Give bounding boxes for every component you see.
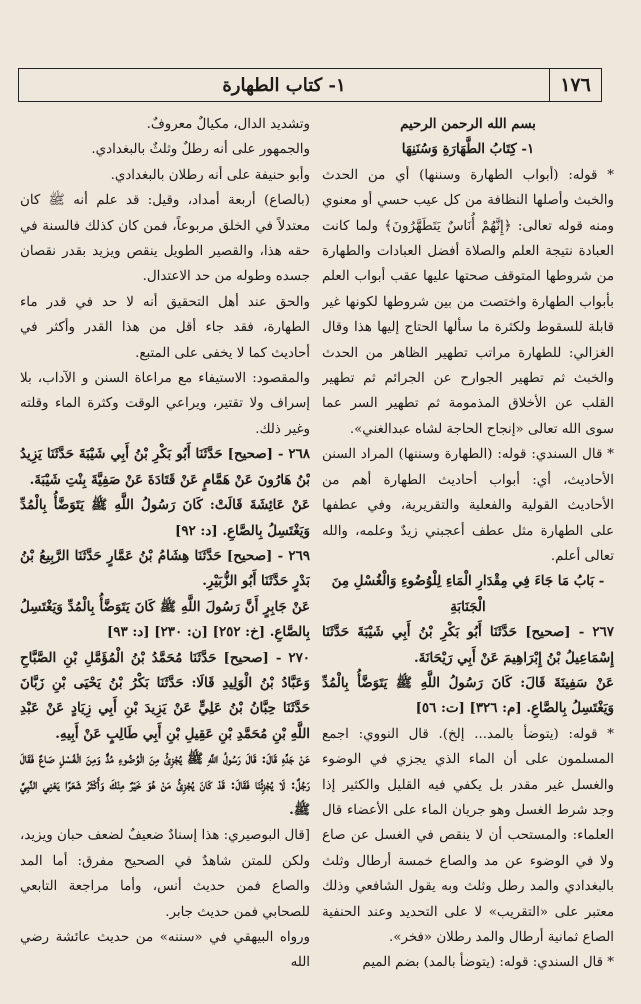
basmala: بسم الله الرحمن الرحيم [400,116,536,132]
hadith-isnad: ٢٦٨ - [صحيح] حَدَّثَنَا أَبُو بَكْرِ بْنُ أَبِي شَيْبَةَ حَدَّثَنَا يَزِيدُ بْنُ هَارُونَ عَنْ هَمَّامٍ عَنْ قَتَادَةَ عَنْ صَفِيَّةَ بِنْتِ شَيْبَةَ. [20,446,310,488]
page-header [18,68,602,102]
hadith-isnad: ٢٦٧ - [صحيح] حَدَّثَنَا أَبُو بَكْرِ بْنُ أَبِي شَيْبَةَ حَدَّثَنَا إِسْمَاعِيلُ بْنُ إِبْرَاهِيمَ عَنْ أَبِي رَيْحَانَةَ. [322,624,614,666]
chapter-heading: ١- كِتَابُ الطَّهَارَةِ وَسُنَنِهَا [401,141,535,158]
commentary-paragraph: والحق عند أهل التحقيق أنه لا حد في قدر ماء الطهارة، فقد جاء أقل من هذا القدر وأكثر في أحاديث كما لا يخفى على المتبع. [20,294,310,361]
hadith-matn: عَنْ جَابِرٍ أَنَّ رَسُولَ اللَّهِ ﷺ كَانَ يَتَوَضَّأُ بِالْمُدِّ وَيَغْتَسِلُ بِالصَّاعِ. [خ: ٢٥٢] [ن: ٢٣٠] [د: ٩٣] [20,598,310,641]
hadith-matn: عَنْ جَدِّهِ قَالَ: قَالَ رَسُولُ اللَّهِ ﷺ يُجْزِئُ مِنَ الْوُضُوءِ مُدٌّ وَمِنَ الْغُسْلِ صَاعٌ فَقَالَ رَجُلٌ: لَا يُجْزِئُنَا فَقَالَ: قَدْ كَانَ يُجْزِئُ مَنْ هُوَ خَيْرٌ مِنْكَ وَأَكْثَرُ شَعَرًا يَعْنِي النَّبِيَّ ﷺ. [20,751,310,818]
left-column [20,112,310,992]
commentary-line: وتشديد الدال، مكيالٌ معروفٌ. [146,117,310,132]
bab-heading: - بَابُ مَا جَاءَ فِي مِقْدَارِ الْمَاءِ لِلْوُضُوءِ وَالْغُسْلِ مِنَ الْجَنَابَةِ [331,573,605,615]
commentary-line: والجمهور على أنه رطلٌ وثلثٌ بالبغدادي. [91,142,310,158]
hadith-matn: عَنْ عَائِشَةَ قَالَتْ: كَانَ رَسُولُ اللَّهِ ﷺ يَتَوَضَّأُ بِالْمُدِّ وَيَغْتَسِلُ بِالصَّاعِ. [د: ٩٢] [20,497,310,539]
commentary-paragraph: [قال البوصيري: هذا إسنادٌ ضعيفٌ لضعف حبان ويزيد، ولكن للمتن شاهدٌ في الصحيح مفرق: أما المد والصاع فمن حديث أنس، وأما مراجعة التابعي للصحابي فمن حديث جابر. [20,828,310,920]
commentary-paragraph: * قوله: (يتوضأ بالمد... إلخ). قال النووي: اجمع المسلمون على أن الماء الذي يجزي في الوضوء والغسل غير مقدر بل يكفي فيه القليل والكثير إذا وجد شرط الغسل وهو جريان الماء على الأعضاء قال العلماء: والمستحب أن لا ينقص في الغسل عن صاع ولا في الوضوء عن مد والصاع خمسة أرطال وثلث بالبغدادي والمد رطل وثلث وبه يقول الشافعي وذلك معتبر على «التقريب» لا على التحديد وعند الحنفية الصاع ثمانية أرطال والمد رطلان «فخر». [322,726,614,945]
commentary-paragraph: * قال السندي: قوله: (الطهارة وسننها) المراد السنن الأحاديث، أي: أبواب أحاديث الطهارة أهم من الأحاديث القولية والفعلية والتقريرية، وفي عطفها على الطهارة مثل عطف أعجبني زيدٌ وعلمه، والله تعالى أعلم. [322,447,614,564]
right-column [322,112,614,992]
hadith-isnad: ٢٦٩ - [صحيح] حَدَّثَنَا هِشَامُ بْنُ عَمَّارٍ حَدَّثَنَا الرَّبِيعُ بْنُ بَدْرٍ حَدَّثَنَا أَبُو الزُّبَيْرِ. [20,547,310,590]
commentary-paragraph: (بالصاع) أربعة أمداد، وقيل: قد علم أنه ﷺ كان معتدلاً في الخلق مربوعاً، فمن كان كذلك فالسنة في حقه هذا، والقصير الطويل ينقص ويزيد بقدر نقصان جسده وطوله من حد الاعتدال. [20,193,310,285]
page-number: ١٧٦ [549,69,601,101]
hadith-matn: عَنْ سَفِينَةَ قَالَ: كَانَ رَسُولُ اللَّهِ ﷺ يَتَوَضَّأُ بِالْمُدِّ وَيَغْتَسِلُ بِالصَّاعِ. [م: ٣٢٦] [ت: ٥٦] [322,674,614,717]
running-title: ١- كتاب الطهارة [222,74,346,96]
commentary-paragraph: * قال السندي: قوله: (يتوضأ بالمد) بضم الميم [362,955,614,971]
commentary-paragraph: * قوله: (أبواب الطهارة وسننها) أي من الحدث والخبث وأصلها النظافة من كل عيب حسي أو معنوي ومنه قوله تعالى: ﴿إِنَّهُمْ أُنَاسٌ يَتَطَهَّرُونَ﴾ ولما كانت العبادة نتيجة العلم والصلاة أفضل العبادات والطهارة من شروطها المتوقف صحتها عليها عقب أبواب العلم بأبواب الطهارة واختصت من بين شروطها لكونها غير قابلة للسقوط ولكثرة ما سألها الحتاج إليها هذا وقال الغزالي: للطهارة مراتب تطهير الظاهر من الحدث والخبث ثم تطهير الجوارح عن الجرائم ثم تطهير القلب عن الأخلاق المذمومة ثم تطهير السر عما سوى الله تعالى «إنجاح الحاجة لشاه عبدالغني». [322,167,614,437]
commentary-paragraph: والمقصود: الاستيفاء مع مراعاة السنن و الآداب، بلا إسراف ولا تقتير، ويراعي الوقت وكثرة الماء وقلته وغير ذلك. [20,371,310,437]
hadith-isnad: ٢٧٠ - [صحيح] حَدَّثَنَا مُحَمَّدُ بْنُ الْمُؤَمَّلِ بْنِ الصَّبَّاحِ وَعَبَّادُ بْنُ الْوَلِيدِ قَالَا: حَدَّثَنَا بَكْرُ بْنُ يَحْيَى بْنِ زَبَّانَ حَدَّثَنَا حِبَّانُ بْنُ عَلِيٍّ عَنْ يَزِيدَ بْنِ أَبِي زِيَادٍ عَنْ عَبْدِ اللَّهِ بْنِ مُحَمَّدِ بْنِ عَقِيلِ بْنِ أَبِي طَالِبٍ عَنْ أَبِيهِ. [20,649,310,742]
commentary-paragraph: ورواه البيهقي في «سننه» من حديث عائشة رضي الله [20,930,310,971]
commentary-line: وأبو حنيفة على أنه رطلان بالبغدادي. [110,167,310,183]
